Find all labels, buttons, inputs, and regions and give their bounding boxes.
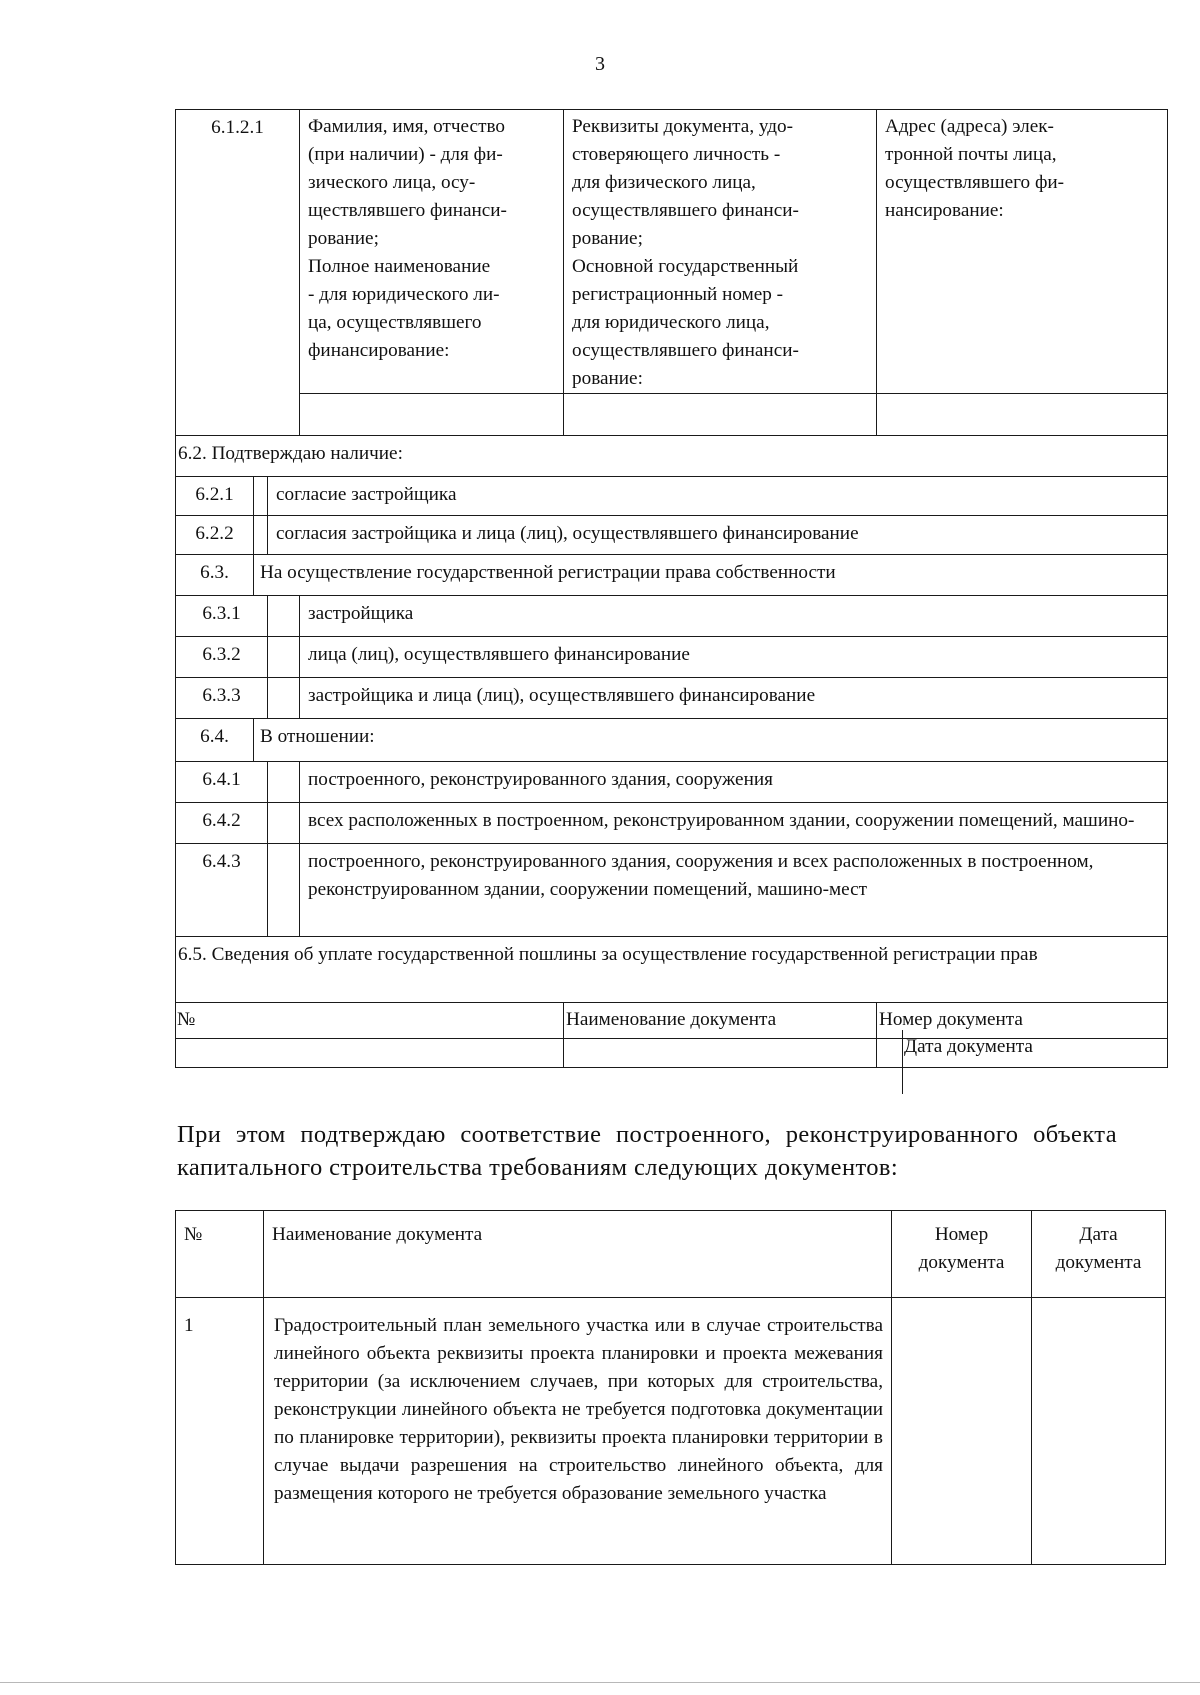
text-6-4-3: построенного, реконструированного здания, сооружения и всех расположенных в построенном, реконструированном здании, сооружении помещений, машино-мест bbox=[300, 844, 1168, 937]
text-6-4-2-cell bbox=[300, 803, 1168, 844]
doc-row-num: 1 bbox=[176, 1298, 264, 1565]
documents-table-header bbox=[176, 1211, 1166, 1298]
financier-email-line: нансирование: bbox=[885, 200, 1004, 221]
financier-document-value-field[interactable] bbox=[564, 394, 877, 436]
code-6-3-2: 6.3.2 bbox=[176, 637, 268, 678]
financier-name-line: финансирование: bbox=[308, 340, 450, 361]
checkbox-6-3-3[interactable] bbox=[268, 678, 300, 719]
financier-name-line: зического лица, осу- bbox=[308, 172, 476, 193]
text-6-3-1: застройщика bbox=[300, 596, 1168, 637]
financier-email-label bbox=[877, 110, 1168, 394]
doc-col-date: Дата документа bbox=[1032, 1211, 1166, 1298]
row-6-2-header bbox=[176, 436, 1168, 477]
checkbox-6-2-2[interactable] bbox=[254, 516, 268, 555]
text-6-4-1: построенного, реконструированного здания, сооружения bbox=[300, 762, 1168, 803]
doc-col-number: Номер документа bbox=[892, 1211, 1032, 1298]
financier-document-line: рование; bbox=[572, 228, 643, 249]
row-6-3-2 bbox=[176, 637, 1168, 678]
checkbox-6-4-2[interactable] bbox=[268, 803, 300, 844]
row-6-3-header bbox=[176, 555, 1168, 596]
checkbox-6-3-2[interactable] bbox=[268, 637, 300, 678]
row-6-4-2 bbox=[176, 803, 1168, 844]
section-6-3-title: На осуществление государственной регистрации права собственности bbox=[254, 555, 1168, 596]
fee-col-name: Наименование документа bbox=[564, 1003, 877, 1039]
row-6-4-3 bbox=[176, 844, 1168, 937]
fee-col-num: № bbox=[176, 1003, 564, 1039]
row-6-3-1 bbox=[176, 596, 1168, 637]
code-6-1-2-1: 6.1.2.1 bbox=[176, 110, 300, 436]
financier-document-line: осуществлявшего финанси- bbox=[572, 340, 799, 361]
checkbox-6-3-1[interactable] bbox=[268, 596, 300, 637]
financier-document-line: регистрационный номер - bbox=[572, 284, 784, 305]
code-6-2-1: 6.2.1 bbox=[176, 477, 254, 516]
financier-email-value-field[interactable] bbox=[877, 394, 1168, 436]
financier-email-line: Адрес (адреса) элек- bbox=[885, 116, 1054, 137]
section-6-2-title: 6.2. Подтверждаю наличие: bbox=[176, 436, 1168, 477]
documents-table-row bbox=[176, 1298, 1166, 1565]
section-6-5-title: 6.5. Сведения об уплате государственной пошлины за осуществление государственной регистрации прав bbox=[176, 937, 1168, 1003]
financier-name-line: - для юридического ли- bbox=[308, 284, 500, 305]
financier-name-value-field[interactable] bbox=[300, 394, 564, 436]
financier-name-label bbox=[300, 110, 564, 394]
documents-table bbox=[175, 1210, 1166, 1565]
fee-num-field[interactable] bbox=[176, 1039, 564, 1068]
code-6-3-1: 6.3.1 bbox=[176, 596, 268, 637]
code-6-4-1: 6.4.1 bbox=[176, 762, 268, 803]
doc-row-date-field[interactable] bbox=[1032, 1298, 1166, 1565]
code-6-3-3: 6.3.3 bbox=[176, 678, 268, 719]
financier-name-line: (при наличии) - для фи- bbox=[308, 144, 503, 165]
row-6-5-header bbox=[176, 937, 1168, 1003]
row-6-4-1 bbox=[176, 762, 1168, 803]
compliance-paragraph: При этом подтверждаю соответствие построенного, реконструированного объекта капитального строительства требованиям следующих документов: bbox=[177, 1121, 1117, 1181]
code-6-3: 6.3. bbox=[176, 555, 254, 596]
doc-row-number-field[interactable] bbox=[892, 1298, 1032, 1565]
row-6-2-2 bbox=[176, 516, 1168, 555]
financier-name-line: ца, осуществлявшего bbox=[308, 312, 482, 333]
fee-name-field[interactable] bbox=[564, 1039, 877, 1068]
text-6-4-2: всех расположенных в построенном, реконструированном здании, сооружении помещений, машино- bbox=[308, 810, 1135, 831]
financier-document-line: для юридического лица, bbox=[572, 312, 770, 333]
financier-document-line: Основной государственный bbox=[572, 256, 799, 277]
financier-document-line: осуществлявшего финанси- bbox=[572, 200, 799, 221]
row-6-1-2-1-inputs bbox=[176, 394, 1168, 436]
application-table-section-6 bbox=[175, 109, 1168, 1068]
row-6-1-2-1 bbox=[176, 110, 1168, 394]
row-6-2-1 bbox=[176, 477, 1168, 516]
financier-document-label bbox=[564, 110, 877, 394]
page-number: 3 bbox=[595, 53, 605, 75]
financier-document-line: Реквизиты документа, удо- bbox=[572, 116, 794, 137]
text-6-3-3: застройщика и лица (лиц), осуществлявшего финансирование bbox=[300, 678, 1168, 719]
financier-document-line: рование: bbox=[572, 368, 643, 389]
financier-email-line: тронной почты лица, bbox=[885, 144, 1057, 165]
checkbox-6-4-3[interactable] bbox=[268, 844, 300, 937]
checkbox-6-4-1[interactable] bbox=[268, 762, 300, 803]
fee-col-date: Дата документа bbox=[904, 1036, 1033, 1057]
financier-document-line: для физического лица, bbox=[572, 172, 756, 193]
financier-name-line: рование; bbox=[308, 228, 379, 249]
financier-name-line: Полное наименование bbox=[308, 256, 491, 277]
financier-name-line: Фамилия, имя, отчество bbox=[308, 116, 505, 137]
row-6-3-3 bbox=[176, 678, 1168, 719]
code-6-4-3: 6.4.3 bbox=[176, 844, 268, 937]
row-6-4-header bbox=[176, 719, 1168, 762]
doc-col-num: № bbox=[176, 1211, 264, 1298]
code-6-4: 6.4. bbox=[176, 719, 254, 762]
checkbox-6-2-1[interactable] bbox=[254, 477, 268, 516]
financier-document-line: стоверяющего личность - bbox=[572, 144, 781, 165]
doc-col-name: Наименование документа bbox=[264, 1211, 892, 1298]
fee-col-number: Номер документа bbox=[877, 1003, 1168, 1039]
financier-name-line: ществлявшего финанси- bbox=[308, 200, 507, 221]
code-6-2-2: 6.2.2 bbox=[176, 516, 254, 555]
doc-row-name: Градостроительный план земельного участка или в случае строительства линейного объекта реквизиты проекта планировки и проекта межевания территории (за исключением случаев, при которых для строительства, реконструкции линейного объекта не требуется подготовка документации по планировке территории), реквизиты проекта планировки территории в случае выдачи разрешения на строительство линейного объекта, для размещения которого не требуется образование земельного участка bbox=[264, 1298, 892, 1565]
code-6-4-2: 6.4.2 bbox=[176, 803, 268, 844]
section-6-4-title: В отношении: bbox=[254, 719, 1168, 762]
financier-email-line: осуществлявшего фи- bbox=[885, 172, 1065, 193]
text-6-2-1: согласие застройщика bbox=[268, 477, 1168, 516]
text-6-3-2: лица (лиц), осуществлявшего финансирование bbox=[300, 637, 1168, 678]
text-6-2-2: согласия застройщика и лица (лиц), осуществлявшего финансирование bbox=[268, 516, 1168, 555]
fee-col-date-divider bbox=[902, 1030, 903, 1094]
scan-edge-line bbox=[0, 1682, 1200, 1683]
